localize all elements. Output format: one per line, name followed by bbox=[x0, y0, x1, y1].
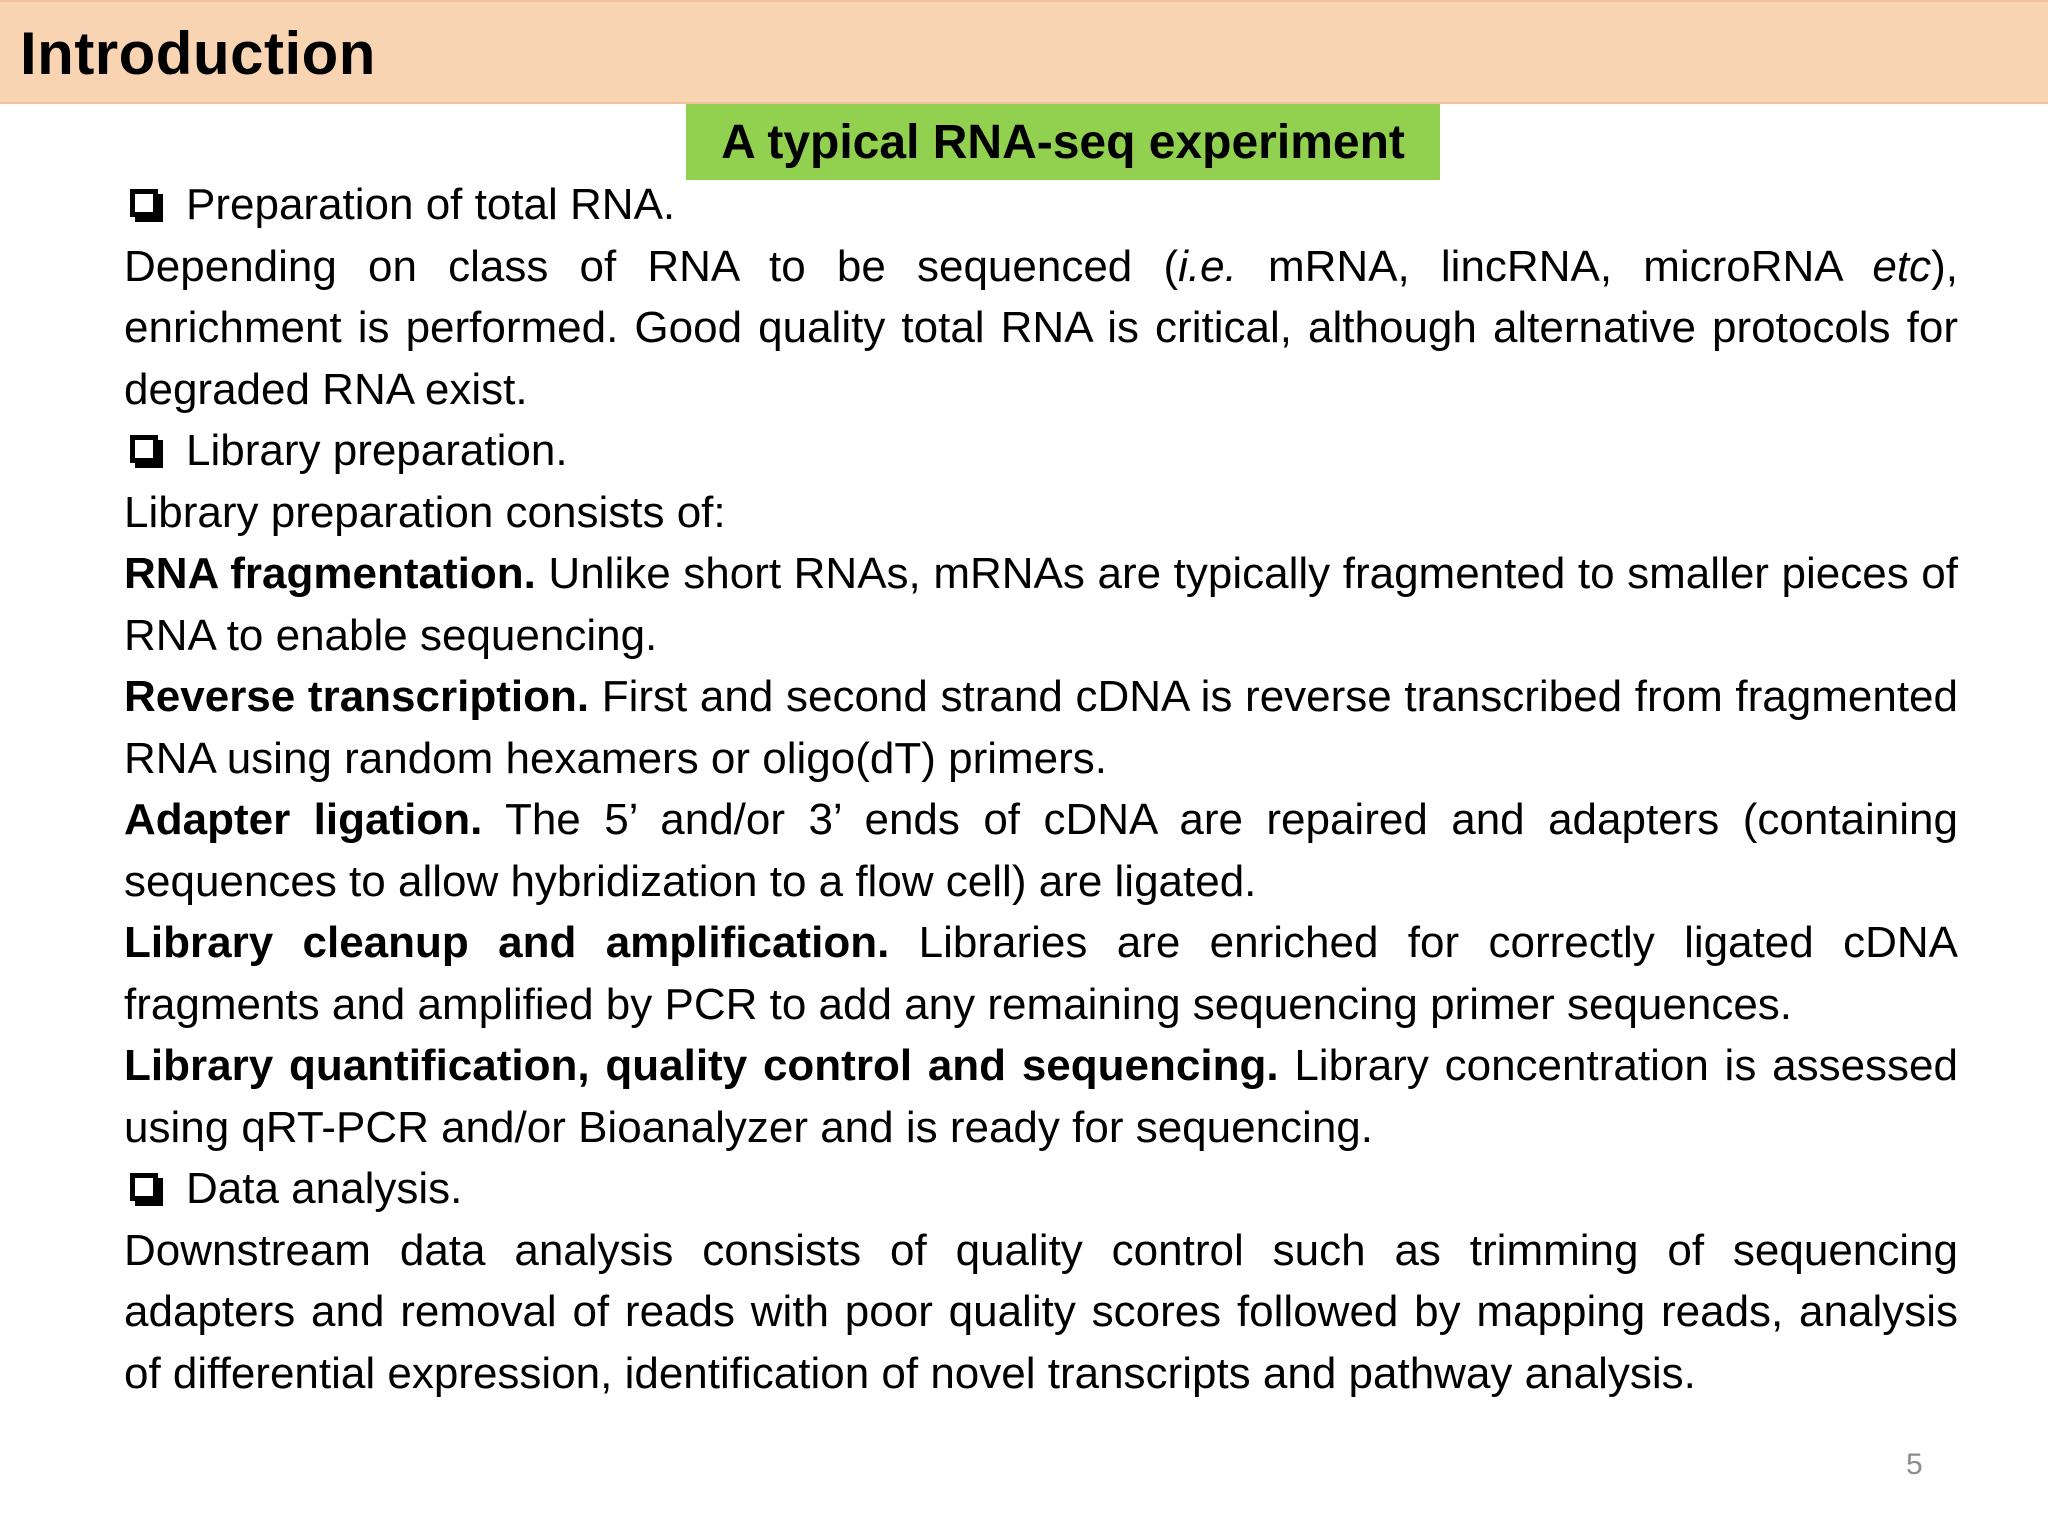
checkbox-bullet-icon bbox=[130, 1173, 158, 1201]
header-band bbox=[0, 0, 2048, 104]
checkbox-bullet-icon bbox=[130, 435, 158, 463]
preparation-paragraph bbox=[124, 236, 1958, 421]
preparation-text-3: ), enrichment is performed. Good quality total RNA is critical, although alternative protocols for degraded RNA exist. bbox=[124, 241, 1958, 414]
library-step-title: Library cleanup and amplification. bbox=[124, 918, 890, 967]
subtitle-text: A typical RNA-seq experiment bbox=[721, 115, 1405, 169]
page-number: 5 bbox=[1906, 1448, 1923, 1481]
library-intro: Library preparation consists of: bbox=[124, 487, 726, 537]
library-step-title: Library quantification, quality control and sequencing. bbox=[124, 1041, 1279, 1090]
library-step bbox=[124, 543, 1958, 666]
bullet-label: Preparation of total RNA. bbox=[186, 180, 676, 229]
bullet-library bbox=[124, 420, 1958, 482]
preparation-text-1: Depending on class of RNA to be sequenced ( bbox=[124, 241, 1179, 291]
slide-content bbox=[124, 174, 1958, 1404]
analysis-paragraph: Downstream data analysis consists of quality control such as trimming of sequencing adapters and removal of reads with poor quality scores followed by mapping reads, analysis of differential expression, identification of novel transcripts and pathway analysis. bbox=[124, 1225, 1958, 1398]
library-step-text: First and second strand cDNA is reverse transcribed from fragmented RNA using random hexamers or oligo(dT) primers. bbox=[124, 672, 1958, 783]
bullet-data-analysis bbox=[124, 1158, 1958, 1220]
library-step-text: Libraries are enriched for correctly ligated cDNA fragments and amplified by PCR to add any remaining sequencing primer sequences. bbox=[124, 918, 1958, 1029]
library-step-title: Adapter ligation. bbox=[124, 795, 483, 844]
library-step bbox=[124, 666, 1958, 789]
bullet-label: Data analysis. bbox=[186, 1164, 463, 1213]
checkbox-bullet-icon bbox=[130, 189, 158, 217]
subtitle-box bbox=[686, 104, 1440, 180]
library-step bbox=[124, 912, 1958, 1035]
slide-title: Introduction bbox=[20, 20, 376, 87]
preparation-text-ie: i.e. bbox=[1178, 241, 1237, 291]
library-step bbox=[124, 1035, 1958, 1158]
bullet-preparation bbox=[124, 174, 1958, 236]
preparation-text-etc: etc bbox=[1872, 241, 1932, 291]
library-step-text: Unlike short RNAs, mRNAs are typically fragmented to smaller pieces of RNA to enable sequencing. bbox=[124, 549, 1958, 660]
library-step-title: Reverse transcription. bbox=[124, 672, 590, 721]
library-step-title: RNA fragmentation. bbox=[124, 549, 536, 598]
preparation-text-2: mRNA, lincRNA, microRNA bbox=[1236, 241, 1873, 291]
bullet-label: Library preparation. bbox=[186, 426, 568, 475]
library-step-text: Library concentration is assessed using qRT-PCR and/or Bioanalyzer and is ready for sequencing. bbox=[124, 1041, 1958, 1152]
library-step bbox=[124, 789, 1958, 912]
library-step-text: The 5’ and/or 3’ ends of cDNA are repaired and adapters (containing sequences to allow hybridization to a flow cell) are ligated. bbox=[124, 795, 1958, 906]
